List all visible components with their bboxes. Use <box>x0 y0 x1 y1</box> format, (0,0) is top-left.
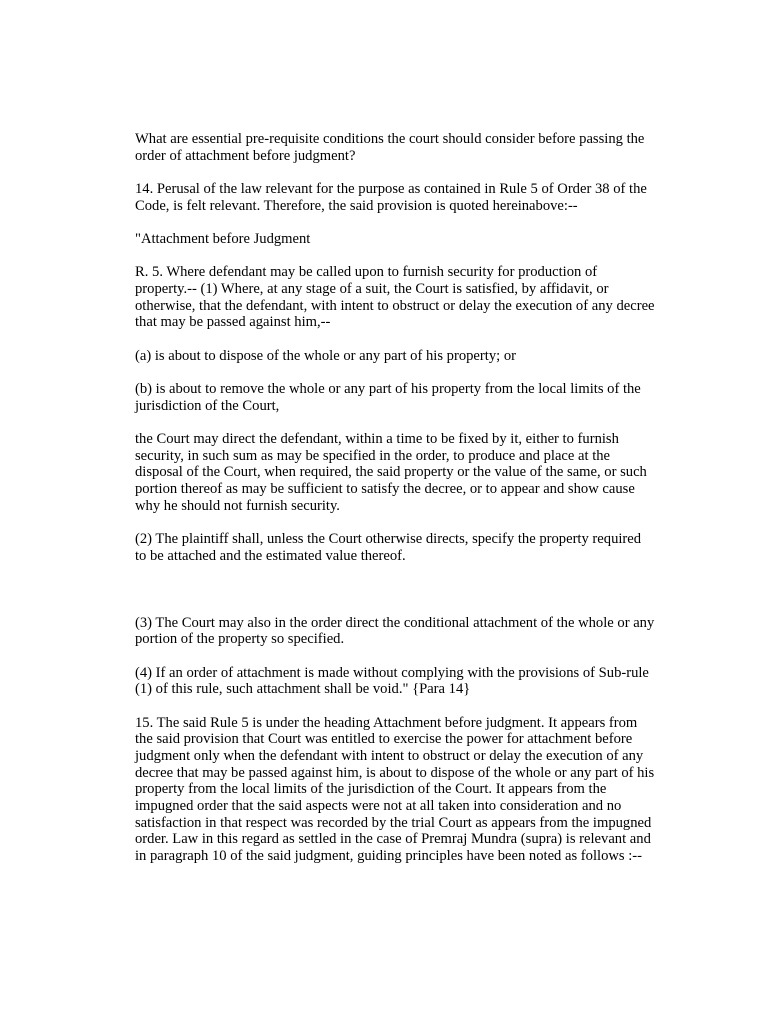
question-paragraph: What are essential pre-requisite conditions the court should consider before passing the order of attachment before judgment? <box>135 131 645 164</box>
clause-a: (a) is about to dispose of the whole or any part of his property; or <box>135 347 516 364</box>
document-page <box>135 131 655 881</box>
quote-heading: "Attachment before Judgment <box>135 231 311 247</box>
subrule-3: (3) The Court may also in the order direct the conditional attachment of the whole or any portion of the property so specified. <box>135 614 655 648</box>
subrule-2: (2) The plaintiff shall, unless the Court otherwise directs, specify the property required to be attached and the estimated value thereof. <box>135 531 642 564</box>
subrule-4: (4) If an order of attachment is made without complying with the provisions of Sub-rule (1) of this rule, such attachment shall be void." {Para 14} <box>135 664 649 698</box>
court-direction-paragraph: the Court may direct the defendant, within a time to be fixed by it, either to furnish security, in such sum as may be specified in the order, to produce and place at the disposal of the Court, when required, the said property or the value of the same, or such portion thereof as may be sufficient to satisfy the decree, or to appear and show cause why he should not furnish security. <box>135 431 647 514</box>
clause-b: (b) is about to remove the whole or any part of his property from the local limits of the jurisdiction of the Court, <box>135 381 641 414</box>
paragraph-14: 14. Perusal of the law relevant for the purpose as contained in Rule 5 of Order 38 of the Code, is felt relevant. Therefore, the said provision is quoted hereinabove:-- <box>135 181 647 214</box>
paragraph-15: 15. The said Rule 5 is under the heading Attachment before judgment. It appears from the said provision that Court was entitled to exercise the power for attachment before judgment only when the defendant with intent to obstruct or delay the execution of any decree that may be passed against him, is about to dispose of the whole or any part of his property from the local limits of the jurisdiction of the Court. It appears from the impugned order that the said aspects were not at all taken into consideration and no satisfaction in that respect was recorded by the trial Court as appears from the impugned order. Law in this regard as settled in the case of Premraj Mundra (supra) is relevant and in paragraph 10 of the said judgment, guiding principles have been noted as follows :-- <box>135 714 655 865</box>
rule-5-subrule-1: R. 5. Where defendant may be called upon to furnish security for production of property.-- (1) Where, at any stage of a suit, the Court is satisfied, by affidavit, or otherwise, that the defendant, with intent to obstruct or delay the execution of any decree that may be passed against him,-- <box>135 264 655 331</box>
